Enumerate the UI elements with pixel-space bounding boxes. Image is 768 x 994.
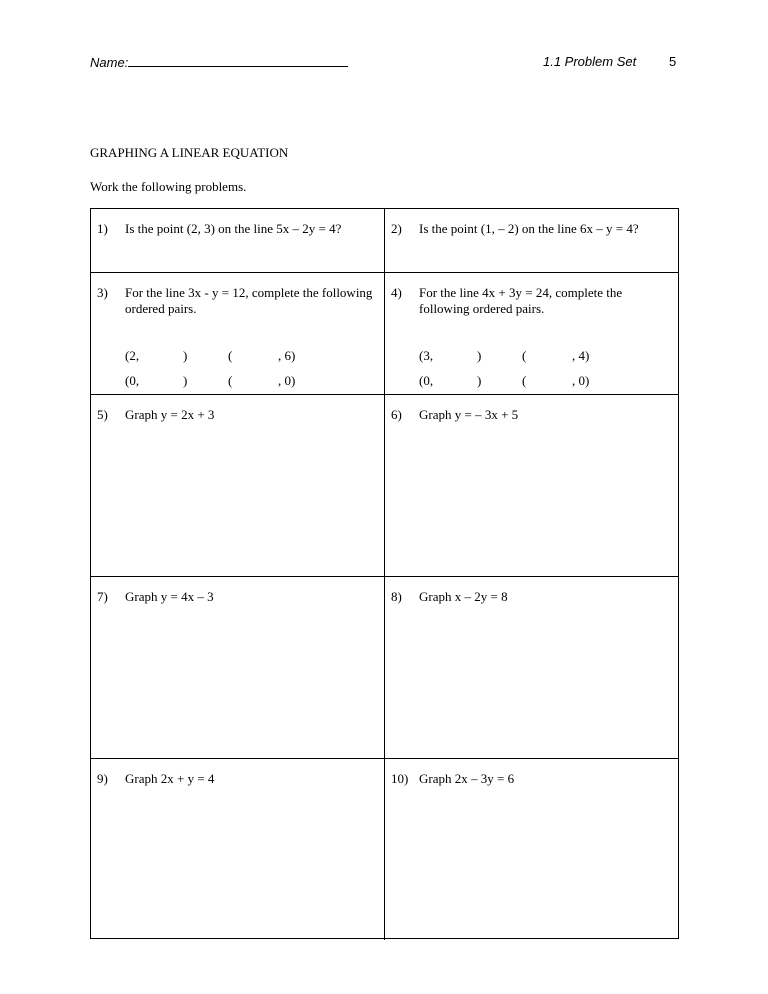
ordered-pair-part: ( <box>522 373 527 388</box>
ordered-pair-part: , 0) <box>572 373 590 388</box>
problem-number: 1) <box>97 221 108 236</box>
problem-2-cell <box>385 209 679 273</box>
problem-number: 10) <box>391 771 409 786</box>
problem-number: 8) <box>391 589 402 604</box>
problem-number: 2) <box>391 221 402 236</box>
problem-number: 7) <box>97 589 108 604</box>
ordered-pair-part: (0, <box>125 373 140 388</box>
problem-7-cell <box>91 577 385 759</box>
ordered-pair-part: ) <box>477 348 482 363</box>
problem-9-cell <box>91 759 385 940</box>
problems-table <box>90 208 679 939</box>
problem-10-cell <box>385 759 679 940</box>
problem-1-cell <box>91 209 385 273</box>
problem-number: 5) <box>97 407 108 422</box>
problem-number: 4) <box>391 285 402 300</box>
name-label <box>90 54 348 70</box>
ordered-pair-part: (2, <box>125 348 140 363</box>
problem-4-cell <box>385 273 679 395</box>
problem-number: 3) <box>97 285 108 300</box>
ordered-pair-part: ) <box>477 373 482 388</box>
problem-8-cell <box>385 577 679 759</box>
page-number: 5 <box>669 54 677 69</box>
problem-number: 6) <box>391 407 402 422</box>
problem-text: Graph y = 2x + 3 <box>125 407 215 422</box>
instructions: Work the following problems. <box>90 179 247 194</box>
problem-text: Graph y = 4x – 3 <box>125 589 214 604</box>
problem-text: Graph x – 2y = 8 <box>419 589 508 604</box>
ordered-pair-part: ) <box>183 348 188 363</box>
problem-text: Is the point (2, 3) on the line 5x – 2y = 4? <box>125 221 342 236</box>
problem-set-title: 1.1 Problem Set <box>543 54 637 69</box>
ordered-pair-part: , 6) <box>278 348 296 363</box>
problem-number: 9) <box>97 771 108 786</box>
problem-text: Graph 2x + y = 4 <box>125 771 215 786</box>
ordered-pair-part: , 0) <box>278 373 296 388</box>
problem-text: Graph 2x – 3y = 6 <box>419 771 515 786</box>
ordered-pair-part: ( <box>228 373 233 388</box>
problem-text: Is the point (1, – 2) on the line 6x – y = 4? <box>419 221 639 236</box>
ordered-pair-part: (0, <box>419 373 434 388</box>
problem-5-cell <box>91 395 385 577</box>
ordered-pair-part: (3, <box>419 348 434 363</box>
problem-text: For the line 4x + 3y = 24, complete the following ordered pairs. <box>419 285 623 316</box>
ordered-pair-part: ( <box>522 348 527 363</box>
problem-3-cell <box>91 273 385 395</box>
problem-6-cell <box>385 395 679 577</box>
ordered-pair-part: , 4) <box>572 348 590 363</box>
ordered-pair-part: ( <box>228 348 233 363</box>
name-blank-line[interactable] <box>128 54 348 67</box>
section-title: GRAPHING A LINEAR EQUATION <box>90 145 289 160</box>
problem-text: Graph y = – 3x + 5 <box>419 407 519 422</box>
name-label-text: Name: <box>90 55 129 70</box>
problem-text: For the line 3x - y = 12, complete the following ordered pairs. <box>125 285 373 316</box>
ordered-pair-part: ) <box>183 373 188 388</box>
